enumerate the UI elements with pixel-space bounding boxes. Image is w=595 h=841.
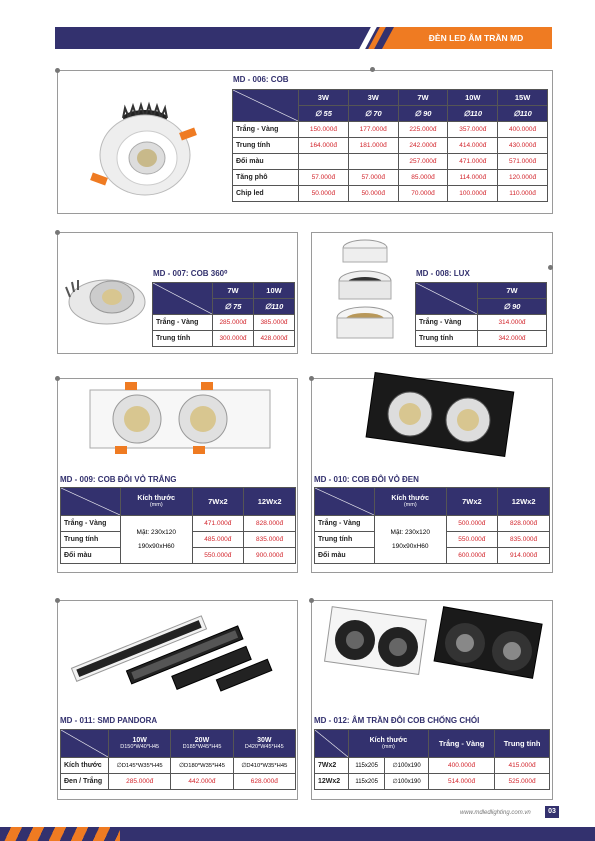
price-table-md007: [152, 282, 295, 347]
table-row: [416, 331, 547, 347]
size-label: Kích thước: [137, 495, 176, 502]
corner-dot: [55, 598, 60, 603]
price-cell: 225.000đ: [398, 122, 448, 138]
price-cell: 114.000đ: [448, 170, 498, 186]
col-header: ∅ 90: [398, 106, 448, 122]
col-header: 3W: [348, 90, 398, 106]
price-cell: 914.000đ: [498, 548, 550, 564]
row-label: Trắng - Vàng: [233, 122, 299, 138]
col-header: Trung tính: [495, 730, 550, 758]
col-header: ∅ 75: [213, 299, 254, 315]
price-cell: 314.000đ: [478, 315, 547, 331]
table-row: [233, 122, 548, 138]
cob-downlight-image: [85, 100, 215, 200]
size-text: Mặt: 230x120: [136, 528, 176, 536]
price-cell: 177.000đ: [348, 122, 398, 138]
price-cell: 485.000đ: [192, 532, 244, 548]
unit-label: (mm): [382, 744, 395, 750]
price-cell: 100.000đ: [448, 186, 498, 202]
corner-dot: [309, 598, 314, 603]
price-cell: [299, 154, 349, 170]
price-cell: 50.000đ: [299, 186, 349, 202]
row-label: Đổi màu: [315, 548, 375, 564]
col-header: ∅110: [498, 106, 548, 122]
table-row: [61, 516, 296, 532]
price-cell: 110.000đ: [498, 186, 548, 202]
dim-label: D420*W45*H45: [244, 744, 284, 750]
lux-downlight-image: [320, 236, 410, 351]
table-row: [233, 186, 548, 202]
price-table-md008: [415, 282, 547, 347]
dim-label: D150*W40*H45: [120, 744, 160, 750]
row-label: Trung tính: [61, 532, 121, 548]
price-cell: 400.000đ: [428, 758, 494, 774]
price-cell: 571.000đ: [498, 154, 548, 170]
table-corner: [416, 283, 478, 315]
col-header: 7W: [213, 283, 254, 299]
price-cell: 242.000đ: [398, 138, 448, 154]
price-cell: 357.000đ: [448, 122, 498, 138]
size-text: Mặt: 230x120: [390, 528, 430, 536]
unit-label: (mm): [403, 502, 417, 508]
col-header: 7W: [398, 90, 448, 106]
table-row: [315, 516, 550, 532]
col-header: 10W: [254, 283, 295, 299]
corner-dot: [55, 68, 60, 73]
price-table-md006: [232, 89, 548, 202]
row-label: Trắng - Vàng: [153, 315, 213, 331]
row-label: Tăng phô: [233, 170, 299, 186]
table-corner: [61, 730, 109, 758]
size-label: Kích thước: [391, 495, 430, 502]
table-row: [315, 758, 550, 774]
table-corner: [315, 730, 349, 758]
row-label: Trắng - Vàng: [416, 315, 478, 331]
price-cell: 300.000đ: [213, 331, 254, 347]
page-title: ĐÈN LED ÂM TRẦN MD: [428, 33, 524, 43]
row-label: Chip led: [233, 186, 299, 202]
table-row: [233, 154, 548, 170]
col-header: [171, 730, 233, 758]
col-header: 7Wx2: [446, 488, 498, 516]
page-number: 03: [545, 806, 559, 818]
col-header: ∅110: [448, 106, 498, 122]
price-cell: 900.000đ: [244, 548, 296, 564]
price-cell: 57.000đ: [348, 170, 398, 186]
col-header: ∅ 55: [299, 106, 349, 122]
price-cell: 828.000đ: [244, 516, 296, 532]
dim-label: D185*W45*H45: [182, 744, 222, 750]
corner-dot: [309, 376, 314, 381]
table-row: [416, 315, 547, 331]
price-cell: 120.000đ: [498, 170, 548, 186]
double-cob-white-image: [85, 382, 275, 462]
size-cell: 115x205: [349, 774, 385, 790]
table-row: [233, 170, 548, 186]
row-label: Trắng - Vàng: [315, 516, 375, 532]
price-table-md012: [314, 729, 550, 790]
size-text: 190x90xH60: [392, 542, 429, 550]
anti-glare-double-cob-image: [320, 605, 550, 695]
row-label: Đổi màu: [233, 154, 299, 170]
col-header: 10W: [448, 90, 498, 106]
row-label: Kích thước: [61, 758, 109, 774]
product-title: MD - 012: ÂM TRẦN ĐÔI COB CHỐNG CHÓI: [314, 716, 480, 725]
price-cell: 164.000đ: [299, 138, 349, 154]
price-cell: 400.000đ: [498, 122, 548, 138]
cob360-downlight-image: [62, 262, 152, 332]
row-label: 7Wx2: [315, 758, 349, 774]
corner-dot: [370, 67, 375, 72]
row-label: Trung tính: [233, 138, 299, 154]
double-cob-black-image: [360, 372, 520, 462]
col-header: 12Wx2: [498, 488, 550, 516]
table-corner: [61, 488, 121, 516]
col-header: ∅ 90: [478, 299, 547, 315]
size-cell: ∅100x190: [385, 758, 429, 774]
table-row: [153, 331, 295, 347]
pandora-linear-image: [62, 592, 294, 707]
corner-dot: [55, 376, 60, 381]
table-corner: [233, 90, 299, 122]
unit-label: (mm): [149, 502, 163, 508]
row-label: Trung tính: [153, 331, 213, 347]
row-label: Trung tính: [416, 331, 478, 347]
row-label: Trung tính: [315, 532, 375, 548]
price-table-md011: [60, 729, 296, 790]
size-cell: ∅D410*W35*H45: [233, 758, 295, 774]
product-title: MD - 011: SMD PANDORA: [60, 716, 158, 725]
price-cell: 525.000đ: [495, 774, 550, 790]
price-cell: 442.000đ: [171, 774, 233, 790]
row-label: Trắng - Vàng: [61, 516, 121, 532]
price-cell: 50.000đ: [348, 186, 398, 202]
price-cell: 414.000đ: [448, 138, 498, 154]
price-cell: 415.000đ: [495, 758, 550, 774]
size-label: Kích thước: [369, 737, 408, 744]
footer-stripes: [0, 827, 120, 841]
price-cell: 500.000đ: [446, 516, 498, 532]
product-title: MD - 008: LUX: [416, 269, 470, 278]
col-header: [349, 730, 429, 758]
size-cell: [121, 516, 193, 564]
watt-label: 20W: [194, 737, 210, 744]
table-row: [61, 758, 296, 774]
product-title: MD - 010: COB ĐÔI VỎ ĐEN: [314, 475, 419, 484]
size-cell: 115x205: [349, 758, 385, 774]
price-cell: 342.000đ: [478, 331, 547, 347]
watt-label: 30W: [257, 737, 272, 744]
price-cell: 257.000đ: [398, 154, 448, 170]
price-cell: 471.000đ: [448, 154, 498, 170]
col-header: 7W: [478, 283, 547, 299]
size-cell: ∅D145*W35*H45: [109, 758, 171, 774]
table-corner: [315, 488, 375, 516]
price-cell: 835.000đ: [244, 532, 296, 548]
price-cell: 628.000đ: [233, 774, 295, 790]
row-label: Đổi màu: [61, 548, 121, 564]
price-cell: 85.000đ: [398, 170, 448, 186]
col-header: ∅ 70: [348, 106, 398, 122]
row-label: Đen / Trắng: [61, 774, 109, 790]
price-cell: 150.000đ: [299, 122, 349, 138]
price-cell: 57.000đ: [299, 170, 349, 186]
price-cell: 550.000đ: [446, 532, 498, 548]
watt-label: 10W: [132, 737, 147, 744]
table-row: [233, 138, 548, 154]
product-title: MD - 009: COB ĐÔI VỎ TRẮNG: [60, 475, 177, 484]
price-cell: [348, 154, 398, 170]
table-corner: [153, 283, 213, 315]
price-cell: 285.000đ: [213, 315, 254, 331]
corner-dot: [548, 265, 553, 270]
size-cell: [375, 516, 447, 564]
price-cell: 181.000đ: [348, 138, 398, 154]
product-title: MD - 007: COB 360⁰: [153, 269, 228, 278]
price-table-md009: [60, 487, 296, 564]
table-row: [61, 774, 296, 790]
table-row: [153, 315, 295, 331]
size-cell: ∅D180*W35*H45: [171, 758, 233, 774]
col-header: 15W: [498, 90, 548, 106]
col-header: [121, 488, 193, 516]
col-header: [375, 488, 447, 516]
col-header: 3W: [299, 90, 349, 106]
product-title: MD - 006: COB: [233, 75, 289, 84]
price-cell: 471.000đ: [192, 516, 244, 532]
price-table-md010: [314, 487, 550, 564]
price-cell: 835.000đ: [498, 532, 550, 548]
col-header: [233, 730, 295, 758]
size-cell: ∅100x190: [385, 774, 429, 790]
col-header: 12Wx2: [244, 488, 296, 516]
col-header: 7Wx2: [192, 488, 244, 516]
row-label: 12Wx2: [315, 774, 349, 790]
price-cell: 514.000đ: [428, 774, 494, 790]
price-cell: 550.000đ: [192, 548, 244, 564]
price-cell: 428.000đ: [254, 331, 295, 347]
size-text: 190x90xH60: [138, 542, 175, 550]
table-row: [315, 774, 550, 790]
price-cell: 385.000đ: [254, 315, 295, 331]
header-bar: [55, 27, 403, 49]
price-cell: 70.000đ: [398, 186, 448, 202]
price-cell: 285.000đ: [109, 774, 171, 790]
website-url: www.mdledlighting.com.vn: [460, 810, 531, 816]
price-cell: 600.000đ: [446, 548, 498, 564]
price-cell: 430.000đ: [498, 138, 548, 154]
col-header: [109, 730, 171, 758]
price-cell: 828.000đ: [498, 516, 550, 532]
corner-dot: [55, 230, 60, 235]
col-header: Trắng - Vàng: [428, 730, 494, 758]
col-header: ∅110: [254, 299, 295, 315]
